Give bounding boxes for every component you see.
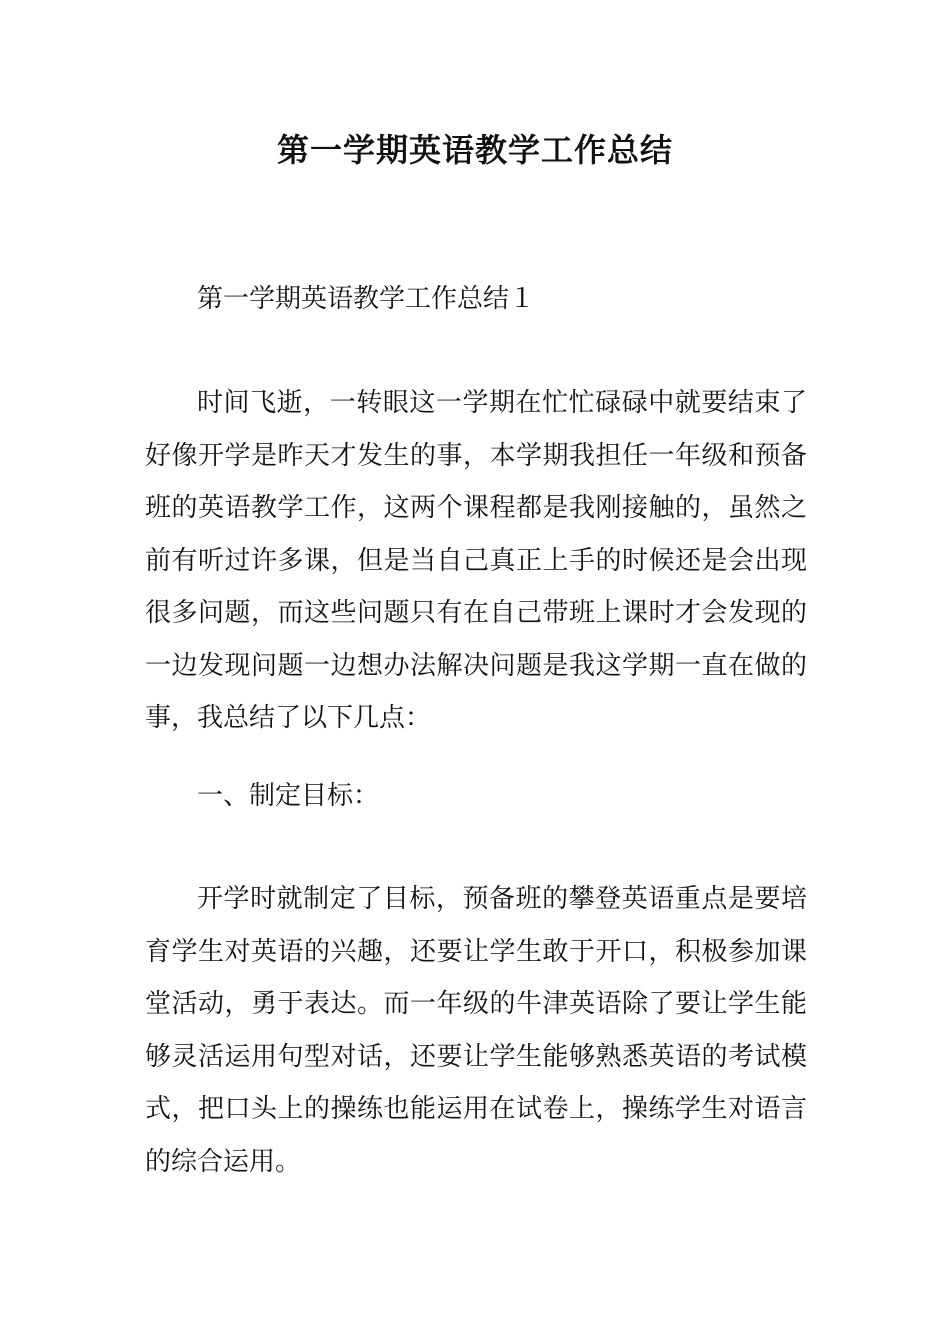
body-paragraph-2: 开学时就制定了目标，预备班的攀登英语重点是要培育学生对英语的兴趣，还要让学生敢于开口，积极参加课堂活动，勇于表达。而一年级的牛津英语除了要让学生能够灵活运用句型对话，还要让学生能够熟悉英语的考试模式，把口头上的操练也能运用在试卷上，操练学生对语言的综合运用。 xyxy=(145,884,807,1177)
document-title: 第一学期英语教学工作总结 xyxy=(276,131,673,169)
section-heading-1: 一、制定目标： xyxy=(197,781,380,811)
document-subtitle: 第一学期英语教学工作总结１ xyxy=(197,284,536,314)
body-paragraph-1: 时间飞逝，一转眼这一学期在忙忙碌碌中就要结束了好像开学是昨天才发生的事，本学期我担任一年级和预备班的英语教学工作，这两个课程都是我刚接触的，虽然之前有听过许多课，但是当自己真正上手的时候还是会出现很多问题，而这些问题只有在自己带班上课时才会发现的一边发现问题一边想办法解决问题是我这学期一直在做的事，我总结了以下几点： xyxy=(145,388,807,733)
